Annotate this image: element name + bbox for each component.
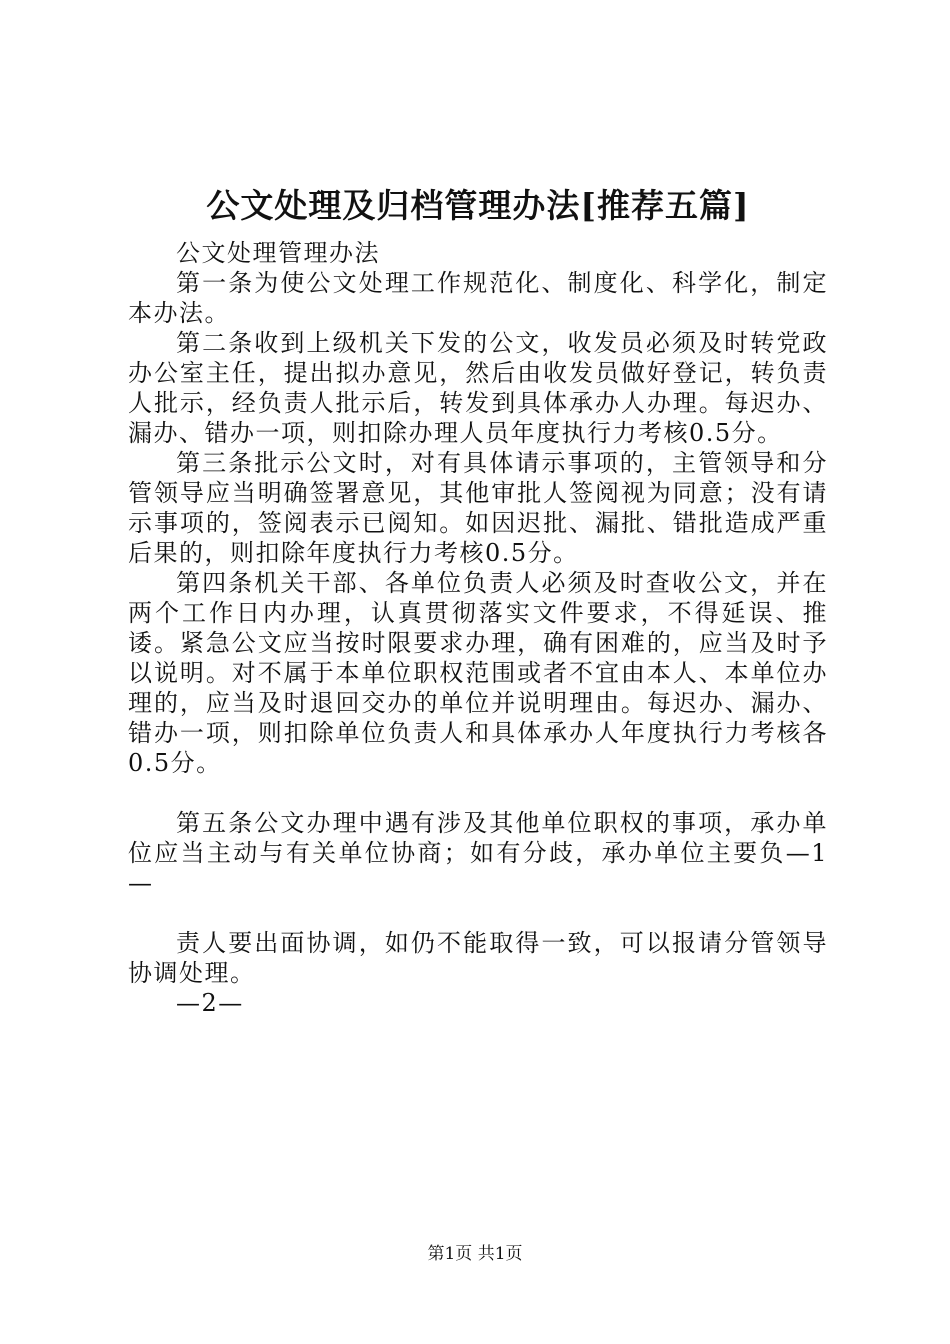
- article-1: 第一条为使公文处理工作规范化、制度化、科学化，制定本办法。: [128, 269, 828, 327]
- paragraph-gap: [128, 778, 828, 808]
- section-heading: 公文处理管理办法: [176, 239, 380, 267]
- article-4: 第四条机关干部、各单位负责人必须及时查收公文，并在两个工作日内办理，认真贯彻落实文件要求，不得延误、推诿。紧急公文应当按时限要求办理，确有困难的，应当及时予以说明。对不属于本单位职权范围或者不宜由本人、本单位办理的，应当及时退回交办的单位并说明理由。每迟办、漏办、错办一项，则扣除单位负责人和具体承办人年度执行力考核各0.5分。: [128, 569, 828, 777]
- article-5: 第五条公文办理中遇有涉及其他单位职权的事项，承办单位应当主动与有关单位协商；如有分歧，承办单位主要负—1—: [128, 809, 828, 897]
- paragraph-gap: [128, 898, 828, 928]
- article-5-continued: 责人要出面协调，如仍不能取得一致，可以报请分管领导协调处理。: [128, 929, 828, 987]
- page-footer: 第1页 共1页: [427, 1244, 523, 1264]
- document-page: [128, 180, 828, 1018]
- document-title: 公文处理及归档管理办法[推荐五篇]: [206, 186, 750, 225]
- inline-page-marker: —2—: [176, 989, 244, 1017]
- article-3: 第三条批示公文时，对有具体请示事项的，主管领导和分管领导应当明确签署意见，其他审批人签阅视为同意；没有请示事项的，签阅表示已阅知。如因迟批、漏批、错批造成严重后果的，则扣除年度执行力考核0.5分。: [128, 449, 828, 567]
- article-2: 第二条收到上级机关下发的公文，收发员必须及时转党政办公室主任，提出拟办意见，然后由收发员做好登记，转负责人批示，经负责人批示后，转发到具体承办人办理。每迟办、漏办、错办一项，则扣除办理人员年度执行力考核0.5分。: [128, 329, 828, 447]
